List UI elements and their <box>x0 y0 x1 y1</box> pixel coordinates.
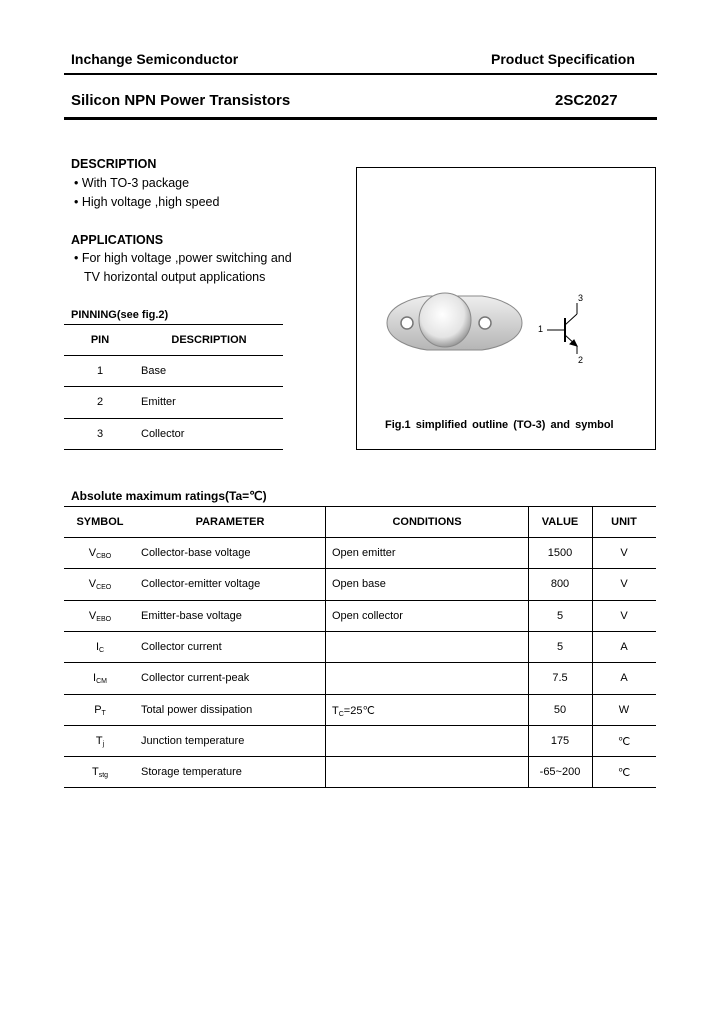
applications-item: TV horizontal output applications <box>84 270 266 284</box>
ratings-header-conditions: CONDITIONS <box>392 516 462 528</box>
ratings-col-divider <box>325 506 326 787</box>
header-rule-bottom <box>64 117 657 120</box>
company-name: Inchange Semiconductor <box>71 51 239 67</box>
pinning-pin: 2 <box>96 396 104 408</box>
ratings-rule <box>64 506 656 507</box>
product-family: Silicon NPN Power Transistors <box>71 92 291 109</box>
ratings-parameter: Total power dissipation <box>141 703 253 716</box>
ratings-parameter: Junction temperature <box>141 734 245 747</box>
npn-symbol <box>547 303 577 354</box>
mount-hole-left <box>401 317 413 329</box>
pinning-rule <box>64 355 283 356</box>
pinning-pin: 3 <box>96 428 104 440</box>
ratings-rule <box>64 787 656 788</box>
ratings-value: 175 <box>550 734 570 747</box>
ratings-value: 50 <box>553 703 567 716</box>
pinning-title: PINNING(see fig.2) <box>71 309 169 321</box>
ratings-rule <box>64 537 656 538</box>
part-number: 2SC2027 <box>555 92 618 109</box>
ratings-value: -65~200 <box>539 766 581 779</box>
ratings-value: 7.5 <box>552 672 568 685</box>
symbol-pin-3: 3 <box>578 293 584 303</box>
header-rule-top <box>64 73 657 75</box>
ratings-symbol: $T_{stg}$ <box>91 766 109 780</box>
applications-item: • For high voltage ,power switching and <box>74 251 292 265</box>
ratings-parameter: Emitter-base voltage <box>141 609 242 622</box>
ratings-parameter: Collector-base voltage <box>141 547 251 559</box>
figure-box <box>356 167 656 450</box>
ratings-col-divider <box>528 506 529 787</box>
ratings-title: Absolute maximum ratings(Ta=℃) <box>71 489 267 503</box>
ratings-header-parameter: PARAMETER <box>195 516 265 528</box>
symbol-pin-1: 1 <box>538 324 544 334</box>
ratings-symbol: $P_T$ <box>94 703 106 717</box>
ratings-symbol: $I_{CM}$ <box>93 672 107 686</box>
pinning-rule <box>64 324 283 325</box>
ratings-conditions: Open base <box>332 578 386 591</box>
ratings-conditions: Open emitter <box>332 547 396 559</box>
ratings-rule <box>64 756 656 757</box>
ratings-parameter: Collector-emitter voltage <box>141 578 261 591</box>
package-cap <box>419 293 471 347</box>
ratings-header-symbol: SYMBOL <box>76 516 124 528</box>
figure-caption: Fig.1 simplified outline (TO-3) and symbol <box>385 419 614 431</box>
pinning-desc: Collector <box>141 428 185 440</box>
ratings-parameter: Collector current-peak <box>141 672 250 685</box>
ratings-value: 800 <box>550 578 570 591</box>
ratings-unit: V <box>620 547 628 559</box>
ratings-value: 1500 <box>547 547 573 559</box>
description-title: DESCRIPTION <box>71 157 157 171</box>
pinning-header-desc: DESCRIPTION <box>171 334 247 346</box>
ratings-parameter: Collector current <box>141 640 222 653</box>
ratings-rule <box>64 662 656 663</box>
pinning-desc: Emitter <box>141 396 176 408</box>
to3-package-figure <box>357 168 655 449</box>
symbol-pin-2: 2 <box>578 355 584 365</box>
ratings-rule <box>64 600 656 601</box>
description-item: • High voltage ,high speed <box>74 195 220 209</box>
ratings-conditions: $T_C=25℃$ <box>332 704 375 718</box>
ratings-parameter: Storage temperature <box>141 766 242 779</box>
ratings-unit: V <box>620 609 628 622</box>
ratings-unit: ℃ <box>617 767 631 780</box>
ratings-unit: A <box>620 672 628 685</box>
ratings-header-unit: UNIT <box>611 516 637 528</box>
applications-title: APPLICATIONS <box>71 233 164 247</box>
pinning-rule <box>64 386 283 387</box>
pinning-desc: Base <box>141 365 167 377</box>
ratings-rule <box>64 631 656 632</box>
description-item: • With TO-3 package <box>74 176 190 190</box>
ratings-unit: ℃ <box>617 735 631 748</box>
ratings-symbol: $V_{CEO}$ <box>88 578 112 592</box>
ratings-rule <box>64 568 656 569</box>
pinning-pin: 1 <box>96 365 104 377</box>
ratings-symbol: $T_j$ <box>95 734 105 748</box>
ratings-symbol: $V_{CBO}$ <box>88 547 112 560</box>
mount-hole-right <box>479 317 491 329</box>
ratings-rule <box>64 694 656 695</box>
ratings-unit: A <box>620 640 628 653</box>
pinning-rule <box>64 418 283 419</box>
pinning-header-pin: PIN <box>90 334 110 346</box>
ratings-col-divider <box>592 506 593 787</box>
ratings-header-value: VALUE <box>541 516 579 528</box>
ratings-value: 5 <box>556 609 564 622</box>
doc-type: Product Specification <box>491 51 635 67</box>
ratings-unit: W <box>618 703 630 716</box>
ratings-symbol: $I_C$ <box>95 640 105 654</box>
ratings-conditions: Open collector <box>332 609 403 622</box>
ratings-value: 5 <box>556 640 564 653</box>
ratings-rule <box>64 725 656 726</box>
ratings-unit: V <box>620 578 628 591</box>
pinning-rule <box>64 449 283 450</box>
ratings-symbol: $V_{EBO}$ <box>88 609 112 623</box>
